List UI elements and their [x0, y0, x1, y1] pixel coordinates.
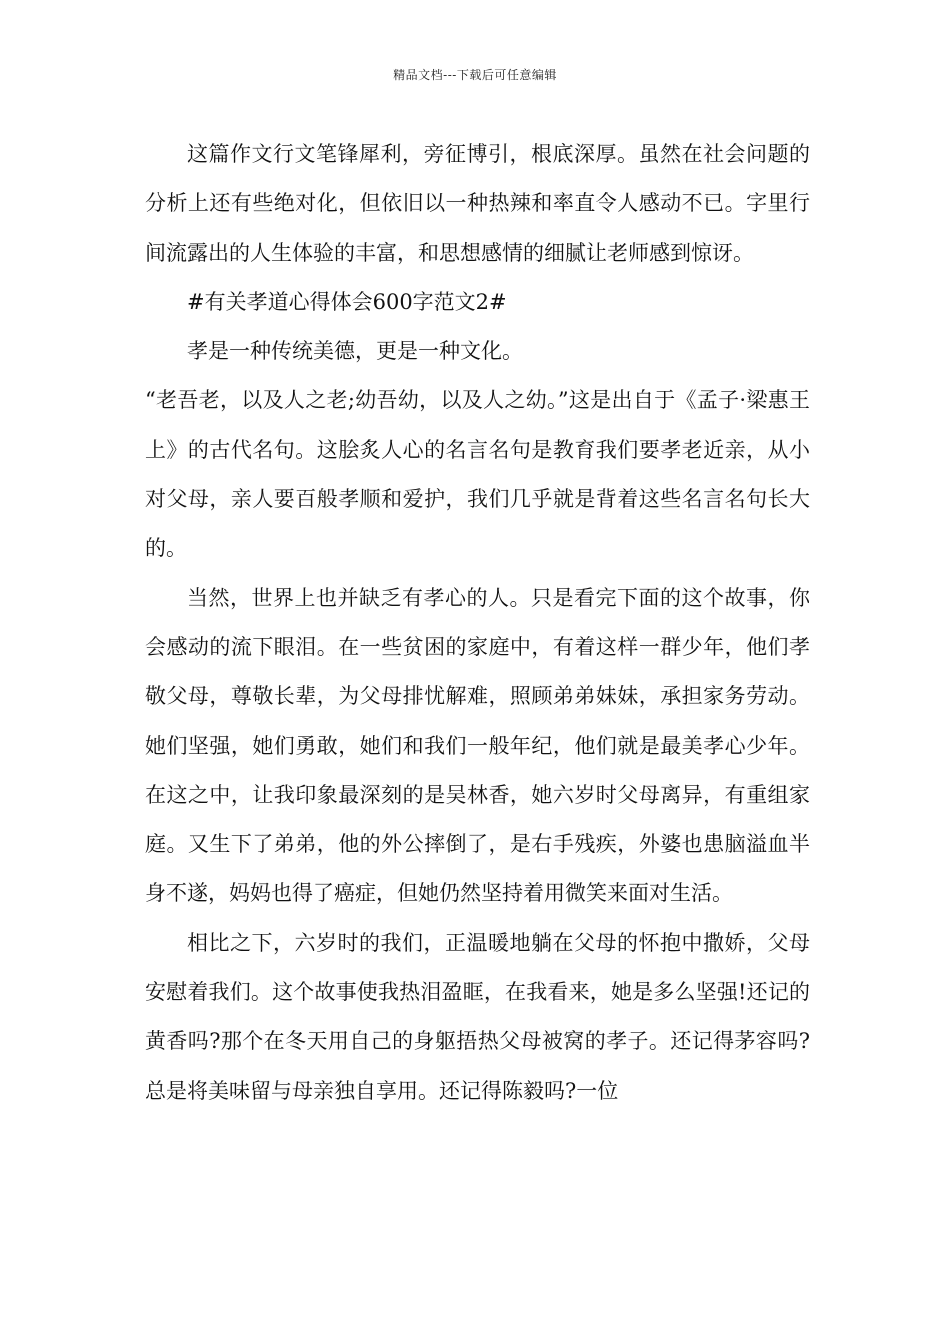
paragraph-story: 当然，世界上也并缺乏有孝心的人。只是看完下面的这个故事，你会感动的流下眼泪。在一些贫困的家庭中，有着这样一群少年，他们孝敬父母，尊敬长辈，为父母排忧解难，照顾弟弟妹妹，承担家务劳动。她们坚强，她们勇敢，她们和我们一般年纪，他们就是最美孝心少年。在这之中，让我印象最深刻的是吴林香，她六岁时父母离异，有重组家庭。又生下了弟弟，他的外公摔倒了，是右手残疾，外婆也患脑溢血半身不遂，妈妈也得了癌症，但她仍然坚持着用微笑来面对生活。 — [145, 585, 810, 906]
section-heading: #有关孝道心得体会600字范文2# — [187, 289, 507, 314]
paragraph-commentary: 这篇作文行文笔锋犀利，旁征博引，根底深厚。虽然在社会问题的分析上还有些绝对化，但依旧以一种热辣和率直令人感动不已。字里行间流露出的人生体验的丰富，和思想感情的细腻让老师感到惊讶。 — [145, 142, 810, 265]
paragraph-comparison: 相比之下，六岁时的我们，正温暖地躺在父母的怀抱中撒娇，父母安慰着我们。这个故事使我热泪盈眶，在我看来，她是多么坚强!还记的黄香吗?那个在冬天用自己的身躯捂热父母被窝的孝子。还记得茅容吗?总是将美味留与母亲独自享用。还记得陈毅吗?一位 — [145, 930, 810, 1103]
paragraph-intro: 孝是一种传统美德，更是一种文化。 — [187, 339, 523, 364]
paragraph-quote: “老吾老，以及人之老;幼吾幼，以及人之幼。”这是出自于《孟子·梁惠王上》的古代名句。这脍炙人心的名言名句是教育我们要孝老近亲，从小对父母，亲人要百般孝顺和爱护，我们几乎就是背着这些名言名句长大的。 — [145, 388, 810, 561]
document-body — [145, 130, 810, 1116]
page-header: 精品文档---下载后可任意编辑 — [393, 68, 557, 82]
